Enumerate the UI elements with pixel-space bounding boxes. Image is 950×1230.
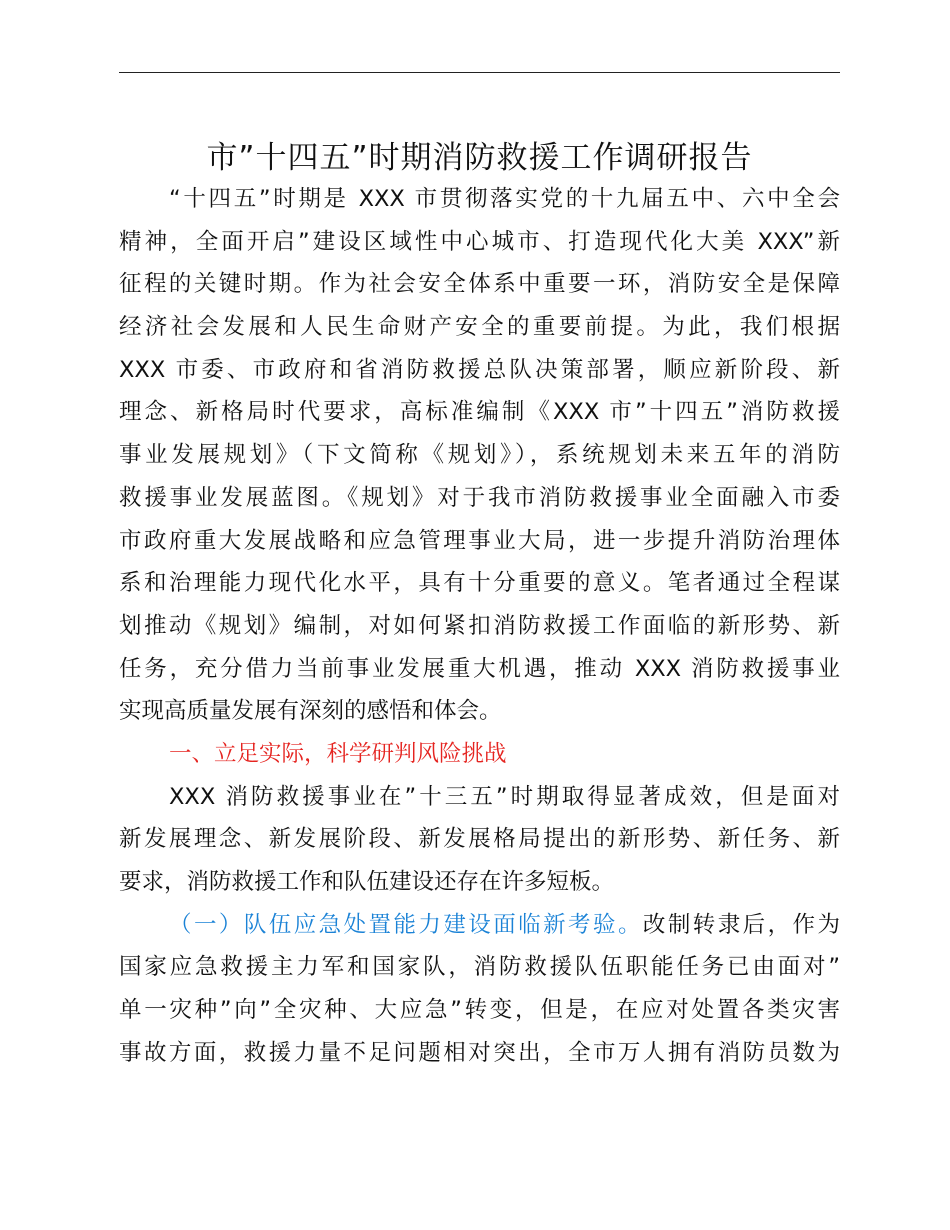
intro-line: “十四五”时期是 XXX 市贯彻落实党的十九届五中、六中全会 bbox=[169, 186, 840, 212]
intro-line: 理念、新格局时代要求，高标准编制《XXX 市”十四五”消防救援 bbox=[119, 399, 840, 426]
intro-line: 市政府重大发展战略和应急管理事业大局，进一步提升消防治理体 bbox=[119, 527, 840, 554]
intro-line: 经济社会发展和人民生命财产安全的重要前提。为此，我们根据 bbox=[119, 314, 840, 341]
subsection-line: 单一灾种”向”全灾种、大应急”转变，但是，在应对处置各类灾害 bbox=[119, 997, 840, 1024]
subsection-line: 事故方面，救援力量不足问题相对突出，全市万人拥有消防员数为 bbox=[119, 1039, 840, 1066]
section1-line: XXX 消防救援事业在”十三五”时期取得显著成效，但是面对 bbox=[169, 783, 840, 810]
header-rule bbox=[119, 72, 840, 73]
subsection-line: 国家应急救援主力军和国家队，消防救援队伍职能任务已由面对” bbox=[119, 954, 840, 981]
subsection-first-line bbox=[119, 904, 840, 947]
intro-line: XXX 市委、市政府和省消防救援总队决策部署，顺应新阶段、新 bbox=[119, 356, 840, 383]
intro-line: 救援事业发展蓝图。《规划》对于我市消防救援事业全面融入市委 bbox=[119, 484, 840, 511]
intro-line: 任务，充分借力当前事业发展重大机遇，推动 XXX 消防救援事业 bbox=[119, 655, 840, 682]
intro-line: 精神，全面开启”建设区域性中心城市、打造现代化大美 XXX”新 bbox=[119, 228, 840, 255]
subsection-first-rest: 改制转隶后，作为 bbox=[642, 911, 840, 938]
section-heading: 一、立足实际，科学研判风险挑战 bbox=[169, 740, 507, 767]
intro-line: 征程的关键时期。作为社会安全体系中重要一环，消防安全是保障 bbox=[119, 271, 840, 298]
intro-line: 事业发展规划》（下文简称《规划》），系统规划未来五年的消防 bbox=[119, 442, 840, 469]
document-title: 市”十四五”时期消防救援工作调研报告 bbox=[206, 140, 753, 176]
section1-line: 新发展理念、新发展阶段、新发展格局提出的新形势、新任务、新 bbox=[119, 826, 840, 853]
intro-line: 系和治理能力现代化水平，具有十分重要的意义。笔者通过全程谋 bbox=[119, 570, 840, 597]
subsection-heading: （一）队伍应急处置能力建设面临新考验。 bbox=[169, 911, 643, 938]
intro-line: 划推动《规划》编制，对如何紧扣消防救援工作面临的新形势、新 bbox=[119, 612, 840, 639]
intro-line: 实现高质量发展有深刻的感悟和体会。 bbox=[119, 698, 502, 725]
document-body bbox=[119, 178, 840, 1074]
section1-line: 要求，消防救援工作和队伍建设还存在许多短板。 bbox=[119, 869, 615, 895]
